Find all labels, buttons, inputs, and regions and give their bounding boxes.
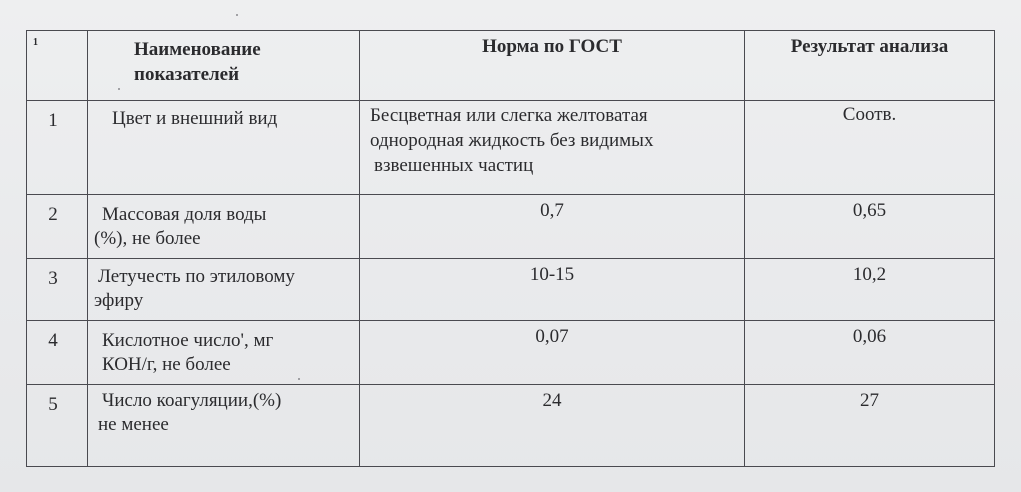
table-row (27, 195, 995, 259)
row-number-cell (27, 195, 88, 259)
row-norm: 24 (542, 390, 562, 411)
scan-speck (236, 14, 238, 16)
row-result-cell (745, 259, 995, 321)
header-name-line2: показателей (134, 64, 240, 85)
row-number-cell (27, 321, 88, 385)
row-result: 0,65 (852, 200, 887, 221)
header-norm: Норма по ГОСТ (482, 36, 622, 57)
row-norm-cell (360, 385, 745, 467)
row-name-line1: Массовая доля воды (102, 204, 267, 225)
header-number: 1 (33, 37, 38, 48)
row-name (88, 259, 359, 313)
row-result: Соотв. (842, 104, 897, 125)
row-result: 27 (860, 390, 879, 411)
row-name-cell (88, 259, 360, 321)
row-number-cell (27, 259, 88, 321)
row-name-line2: эфиру (94, 290, 144, 311)
table-row (27, 385, 995, 467)
header-result: Результат анализа (790, 36, 949, 57)
row-result-cell (745, 321, 995, 385)
header-name-cell (88, 31, 360, 101)
table-row (27, 259, 995, 321)
row-norm: 10-15 (529, 264, 575, 285)
header-norm-cell (360, 31, 745, 101)
row-name-line1: Летучесть по этиловому (98, 266, 295, 287)
row-name-line2: не менее (98, 414, 169, 435)
row-name (88, 385, 359, 437)
row-number: 4 (48, 330, 58, 351)
header-number-cell (27, 31, 88, 101)
row-norm-cell (360, 195, 745, 259)
row-norm: 0,7 (540, 200, 564, 221)
row-result: 10,2 (852, 264, 887, 285)
row-number: 2 (48, 204, 58, 225)
row-result-cell (745, 195, 995, 259)
row-norm: 0,07 (535, 326, 569, 347)
row-norm-line2: однородная жидкость без видимых (370, 130, 654, 151)
row-name (88, 321, 359, 377)
row-name-cell (88, 195, 360, 259)
table-row (27, 321, 995, 385)
row-name-cell (88, 321, 360, 385)
row-number-cell (27, 385, 88, 467)
row-name-line1: Число коагуляции,(%) (102, 390, 282, 411)
row-name-cell (88, 385, 360, 467)
row-number-cell (27, 101, 88, 195)
row-result-cell (745, 101, 995, 195)
table-header-row (27, 31, 995, 101)
row-norm-cell (360, 321, 745, 385)
row-result-cell (745, 385, 995, 467)
row-name-line1: Кислотное число', мг (102, 330, 274, 351)
row-norm-cell (360, 101, 745, 195)
header-result-cell (745, 31, 995, 101)
row-norm-cell (360, 259, 745, 321)
row-number: 5 (48, 394, 58, 415)
row-name-line2: КОН/г, не более (102, 354, 231, 375)
row-norm (360, 101, 744, 178)
row-name-line2: (%), не более (94, 228, 201, 249)
row-name-cell (88, 101, 360, 195)
row-name (88, 195, 359, 251)
header-name (88, 31, 359, 87)
row-name: Цвет и внешний вид (112, 108, 278, 129)
table-row (27, 101, 995, 195)
header-name-line1: Наименование (134, 39, 261, 60)
row-result: 0,06 (852, 326, 887, 347)
row-number: 3 (48, 268, 58, 289)
row-norm-line1: Бесцветная или слегка желтоватая (370, 105, 648, 126)
specification-table (26, 30, 995, 467)
row-norm-line3: взвешенных частиц (374, 155, 534, 176)
row-number: 1 (48, 110, 58, 131)
